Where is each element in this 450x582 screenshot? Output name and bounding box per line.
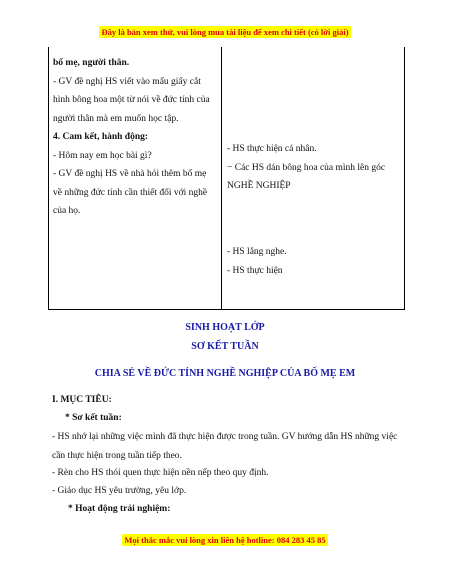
table-text: - Hôm nay em học bài gì? (53, 150, 152, 161)
table-text: - HS lắng nghe. (227, 247, 287, 257)
table-text: − Các HS dán bông hoa của mình lên góc NGHỀ NGHIỆP (227, 162, 386, 191)
table-text: - GV đề nghị HS viết vào mẩu giấy cắt hình bông hoa một từ nói về đức tính của người thân mà em muốn học tập. (53, 76, 210, 124)
table-text: - GV đề nghị HS về nhà hỏi thêm bố mẹ về những đức tính cần thiết đối với nghề của họ. (53, 169, 208, 216)
objective-item: - Giáo dục HS yêu trường, yêu lớp. (52, 486, 187, 496)
teacher-activity-cell (53, 54, 216, 221)
preview-banner-text: Đây là bản xem thử, vui lòng mua tài liệu để xem chi tiết (có lời giải) (101, 27, 349, 37)
weekly-review-label: * Sơ kết tuần: (65, 413, 122, 423)
objectives-heading: I. MỤC TIÊU: (52, 395, 112, 405)
experience-activity-label: * Hoạt động trải nghiệm: (68, 504, 171, 514)
section-heading: SINH HOẠT LỚP (185, 322, 265, 333)
preview-banner (0, 27, 450, 37)
section-subheading: SƠ KẾT TUẦN (191, 341, 259, 352)
activity-table (48, 47, 405, 310)
hotline-banner-text: Mọi thắc mắc vui lòng xin liên hệ hotline: 084 283 45 85 (124, 535, 326, 545)
student-activity-cell (227, 243, 402, 280)
hotline-banner (0, 535, 450, 545)
commitment-heading: 4. Cam kết, hành động: (53, 132, 149, 142)
objective-item: - HS nhớ lại những việc mình đã thực hiện được trong tuần. GV hướng dẫn HS những việc cần thực hiện trong tuần tiếp theo. (52, 432, 398, 461)
table-text: - HS thực hiện (227, 265, 283, 276)
table-column-divider (221, 47, 222, 309)
table-text: - HS thực hiện cá nhân. (227, 144, 317, 154)
lesson-title: CHIA SẺ VỀ ĐỨC TÍNH NGHỀ NGHIỆP CỦA BỐ MẸ EM (94, 368, 356, 379)
objective-item: - Rèn cho HS thói quen thực hiện nền nếp theo quy định. (52, 468, 269, 478)
table-text: bố mẹ, người thân. (53, 58, 130, 68)
student-activity-cell (227, 140, 402, 196)
